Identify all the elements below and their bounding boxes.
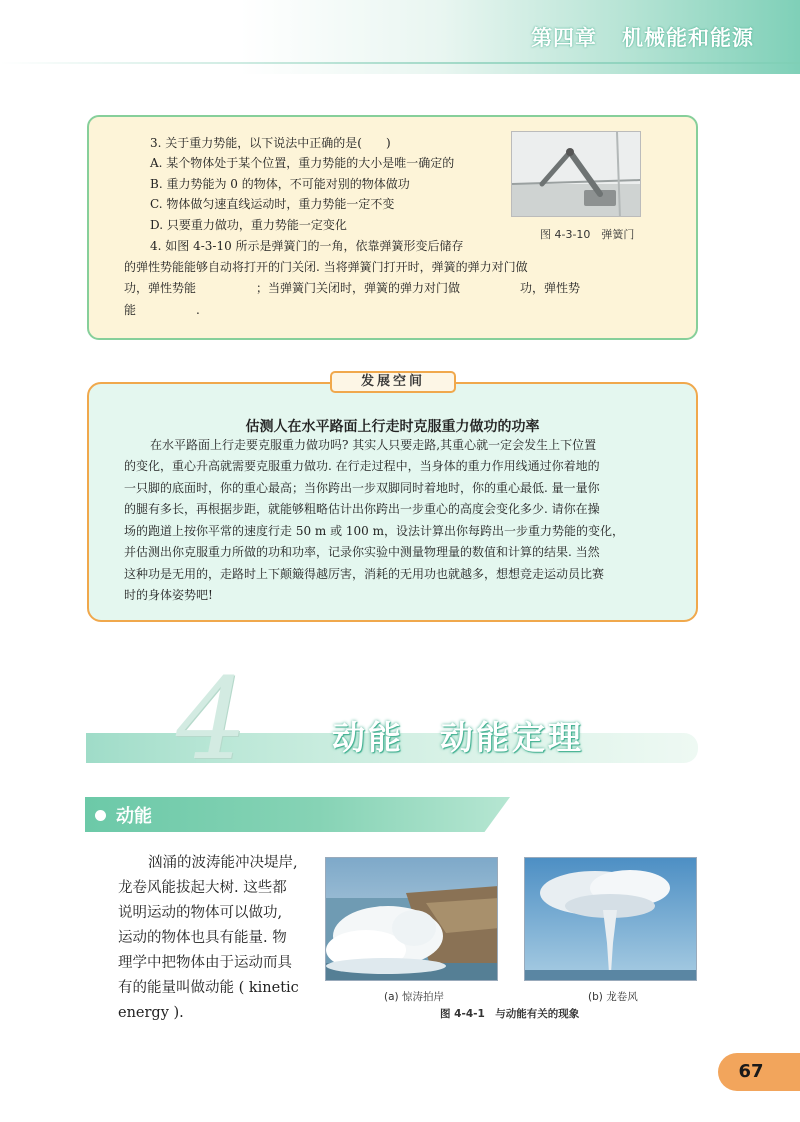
development-title: 估测人在水平路面上行走时克服重力做功的功率	[245, 419, 540, 435]
spring-door-photo	[511, 131, 641, 217]
section-number: 4	[176, 655, 248, 785]
question-4: 4. 如图 4-3-10 所示是弹簧门的一角，依靠弹簧形变后储存	[150, 239, 464, 253]
chapter-title: 第四章 机械能和能源	[531, 26, 754, 50]
option-a: A. 某个物体处于某个位置，重力势能的大小是唯一确定的	[150, 156, 455, 170]
development-line: 的腿有多长，再根据步距，就能够粗略估计出你跨出一步重心的高度会变化多少. 请你在操	[124, 502, 600, 516]
tornado-photo	[524, 857, 697, 981]
body-line: 运动的物体也具有能量. 物	[118, 930, 287, 946]
bullet-dot-icon	[95, 810, 106, 821]
waves-photo	[325, 857, 498, 981]
option-c: C. 物体做匀速直线运动时，重力势能一定不变	[150, 197, 395, 211]
question-4-line: 功，弹性势能 ；当弹簧门关闭时，弹簧的弹力对门做 功，弹性势	[124, 281, 581, 295]
question-3: 3. 关于重力势能，以下说法中正确的是( )	[150, 136, 391, 150]
development-line: 时的身体姿势吧!	[124, 588, 213, 602]
body-line: 汹涌的波涛能冲决堤岸,	[148, 855, 298, 871]
subsection-title: 动能	[116, 806, 152, 827]
page-number: 67	[738, 1061, 764, 1082]
question-4-line: 的弹性势能能够自动将打开的门关闭. 当将弹簧门打开时，弹簧的弹力对门做	[124, 260, 528, 274]
question-4-line: 能 .	[124, 303, 200, 317]
body-line: 说明运动的物体可以做功,	[118, 905, 283, 921]
body-line: 理学中把物体由于运动而具	[118, 955, 292, 971]
development-tab: 发展空间	[330, 371, 456, 393]
section-title: 动能 动能定理	[332, 718, 584, 757]
header-divider	[0, 62, 800, 64]
caption-a: (a) 惊涛拍岸	[384, 991, 444, 1003]
development-line: 场的跑道上按你平常的速度行走 50 m 或 100 m，设法计算出你每跨出一步重力势能的变化，	[124, 524, 625, 538]
development-line: 的变化，重心升高就需要克服重力做功. 在行走过程中，当身体的重力作用线通过你着地的	[124, 459, 600, 473]
body-line: 有的能量叫做动能 ( kinetic	[118, 980, 299, 996]
development-line: 这种功是无用的，走路时上下颠簸得越厉害，消耗的无用功也就越多，想想竞走运动员比赛	[124, 567, 605, 581]
development-line: 在水平路面上行走要克服重力做功吗? 其实人只要走路,其重心就一定会发生上下位置	[150, 438, 597, 452]
body-line: energy ).	[118, 1005, 184, 1021]
figure-caption: 图 4-4-1 与动能有关的现象	[440, 1008, 580, 1020]
option-b: B. 重力势能为 0 的物体，不可能对别的物体做功	[150, 177, 410, 191]
body-line: 龙卷风能拔起大树. 这些都	[118, 880, 287, 896]
caption-b: (b) 龙卷风	[588, 991, 638, 1003]
option-d: D. 只要重力做功，重力势能一定变化	[150, 218, 347, 232]
development-line: 并估测出你克服重力所做的功和功率，记录你实验中测量物理量的数值和计算的结果. 当然	[124, 545, 600, 559]
development-line: 一只脚的底面时，你的重心最高；当你跨出一步双脚同时着地时，你的重心最低. 量一量你	[124, 481, 600, 495]
figure-caption-door: 图 4-3-10 弹簧门	[540, 228, 635, 241]
